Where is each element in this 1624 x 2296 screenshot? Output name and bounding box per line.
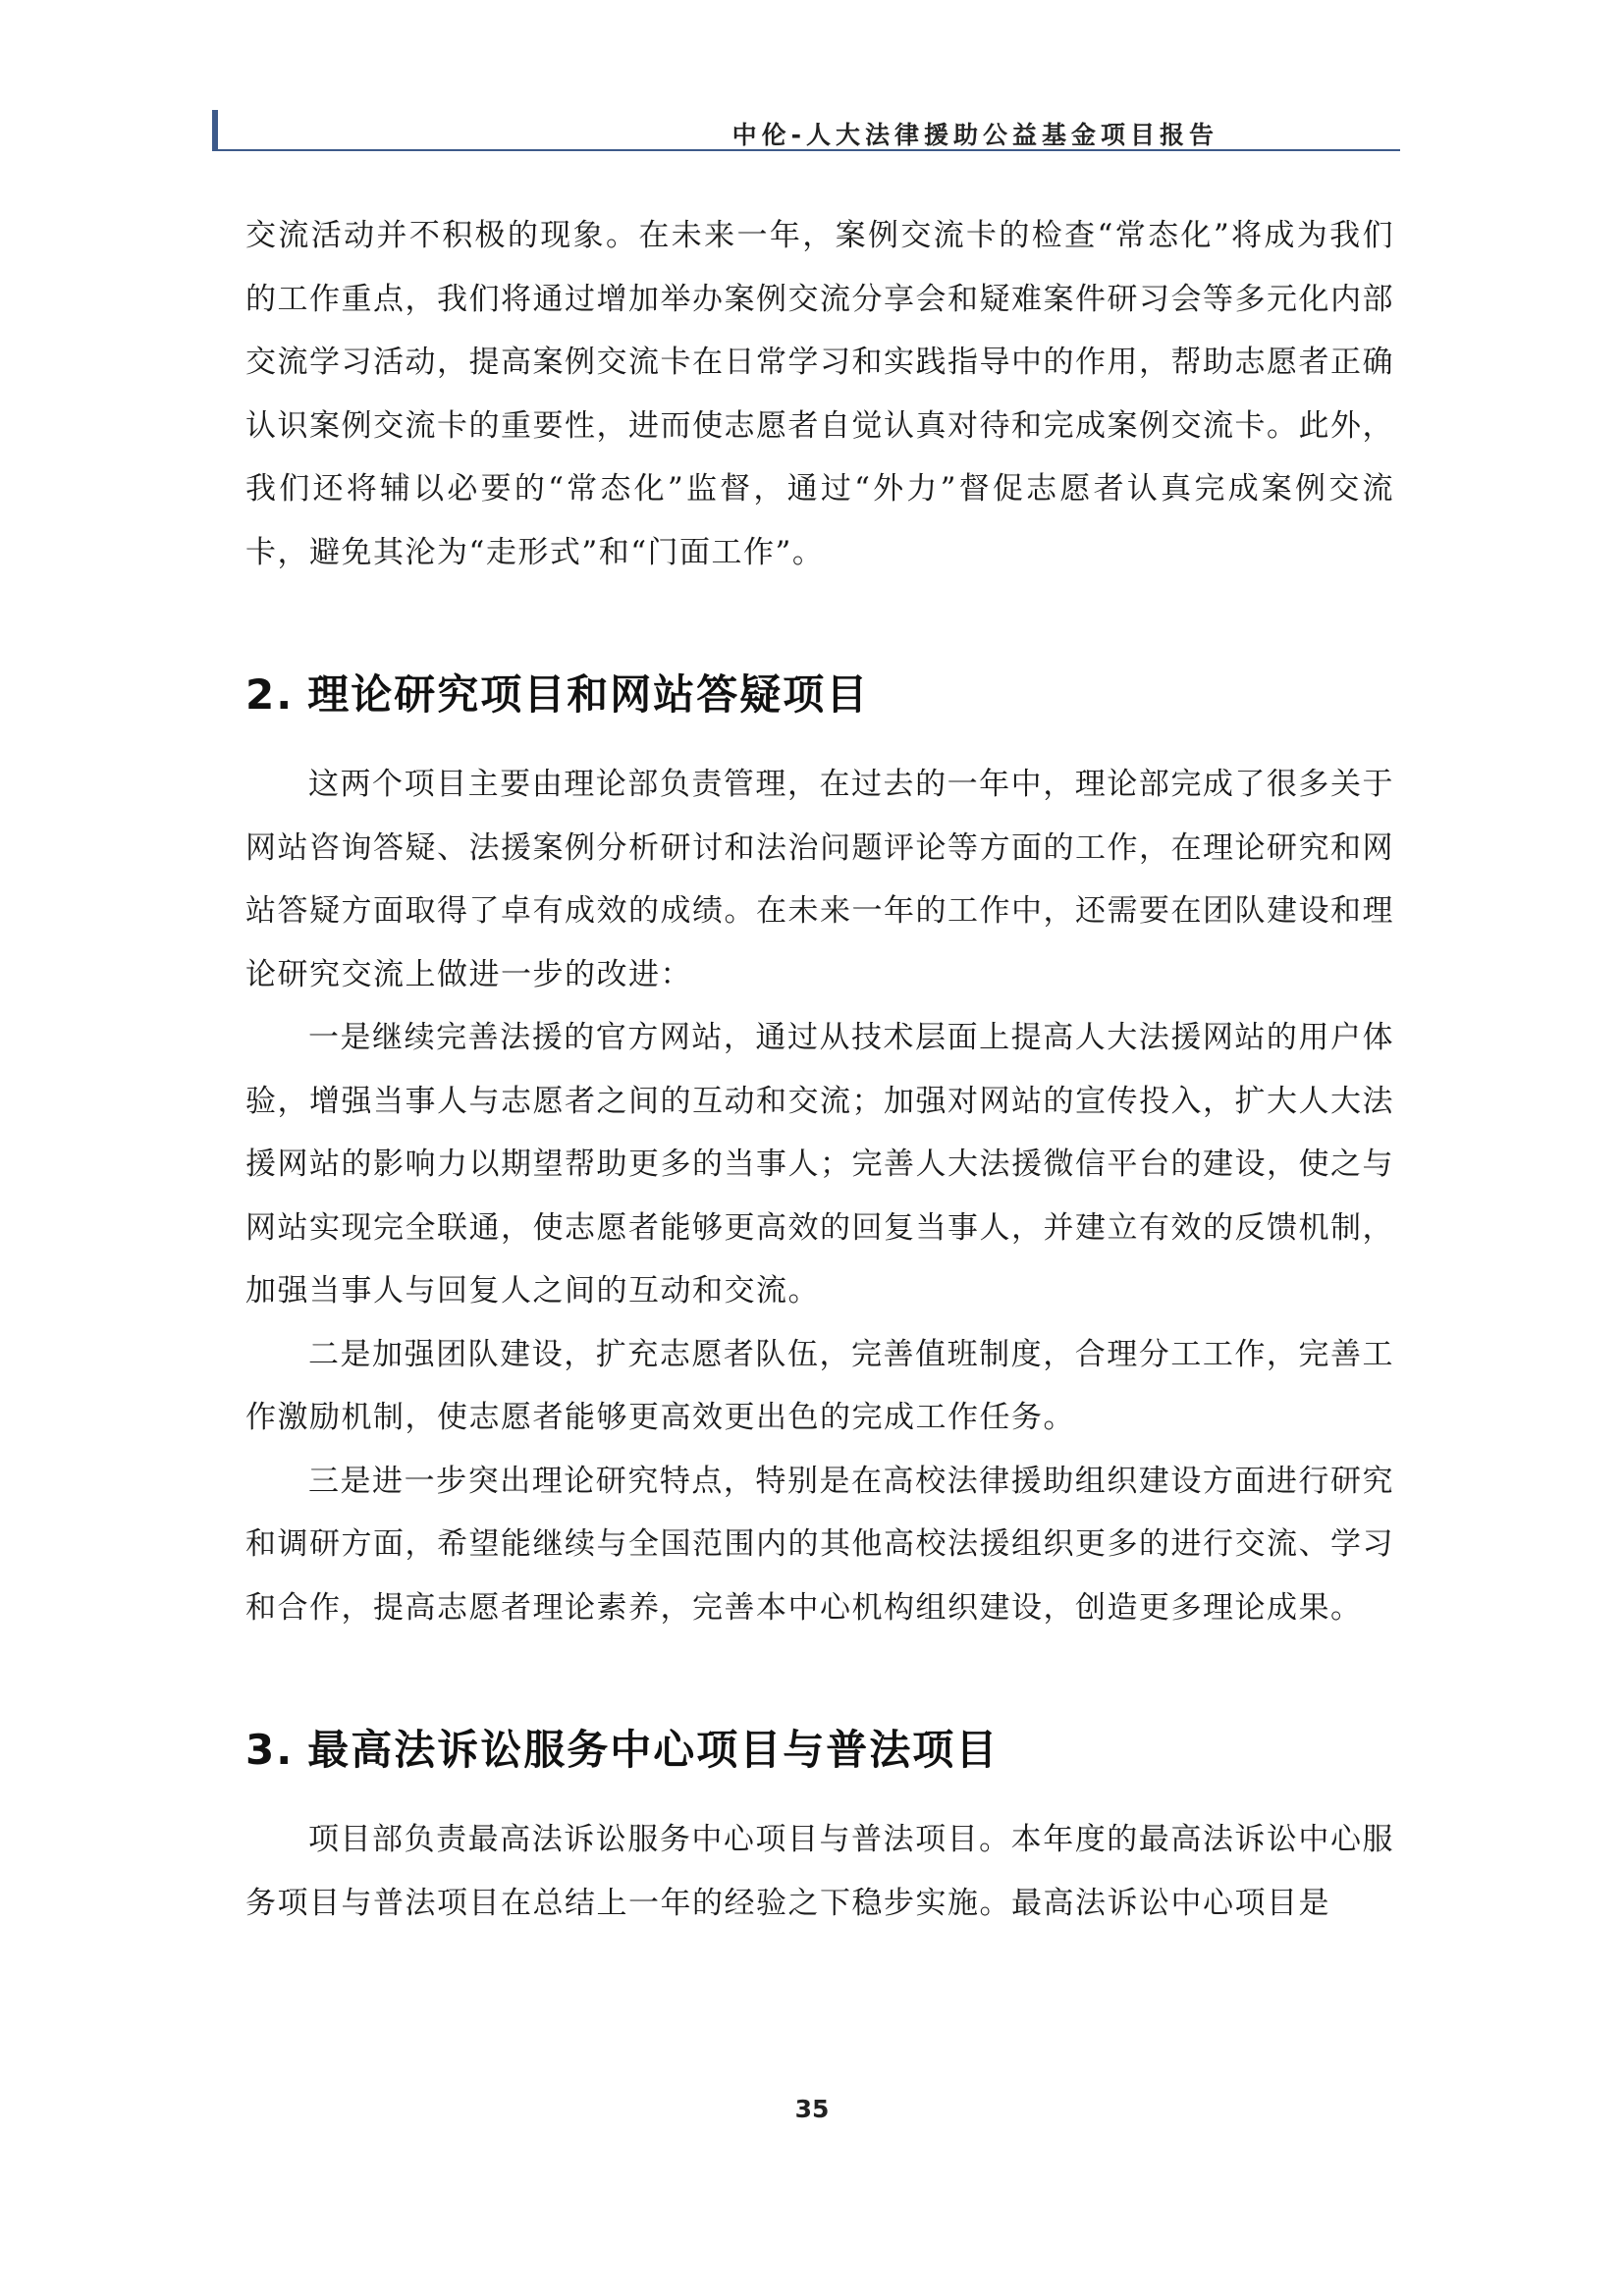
section-3-number: 3. bbox=[245, 1726, 295, 1774]
header-accent-bar bbox=[212, 110, 218, 151]
section-2-paragraph-1: 这两个项目主要由理论部负责管理，在过去的一年中，理论部完成了很多关于网站咨询答疑、法援案例分析研讨和法治问题评论等方面的工作，在理论研究和网站答疑方面取得了卓有成效的成绩。在未来一年的工作中，还需要在团队建设和理论研究交流上做进一步的改进： bbox=[245, 767, 1394, 992]
section-2-paragraph-2: 一是继续完善法援的官方网站，通过从技术层面上提高人大法援网站的用户体验，增强当事人与志愿者之间的互动和交流；加强对网站的宣传投入，扩大人大法援网站的影响力以期望帮助更多的当事人；完善人大法援微信平台的建设，使之与网站实现完全联通，使志愿者能够更高效的回复当事人，并建立有效的反馈机制，加强当事人与回复人之间的互动和交流。 bbox=[245, 1020, 1394, 1308]
section-3-heading bbox=[245, 1718, 1394, 1777]
header-rule bbox=[218, 149, 1400, 151]
section-2-heading bbox=[245, 663, 1394, 721]
section-2-paragraph-4: 三是进一步突出理论研究特点，特别是在高校法律援助组织建设方面进行研究和调研方面，希望能继续与全国范围内的其他高校法援组织更多的进行交流、学习和合作，提高志愿者理论素养，完善本中心机构组织建设，创造更多理论成果。 bbox=[245, 1463, 1394, 1626]
page-number: 35 bbox=[794, 2095, 830, 2123]
body-content bbox=[245, 204, 1394, 1935]
section-3-paragraph-1: 项目部负责最高法诉讼服务中心项目与普法项目。本年度的最高法诉讼中心服务项目与普法项目在总结上一年的经验之下稳步实施。最高法诉讼中心项目是 bbox=[245, 1822, 1394, 1921]
running-header bbox=[212, 108, 1400, 151]
section-3-title: 最高法诉讼服务中心项目与普法项目 bbox=[307, 1726, 1000, 1774]
continued-paragraph: 交流活动并不积极的现象。在未来一年，案例交流卡的检查“常态化”将成为我们的工作重点，我们将通过增加举办案例交流分享会和疑难案件研习会等多元化内部交流学习活动，提高案例交流卡在日常学习和实践指导中的作用，帮助志愿者正确认识案例交流卡的重要性，进而使志愿者自觉认真对待和完成案例交流卡。此外，我们还将辅以必要的“常态化”监督，通过“外力”督促志愿者认真完成案例交流卡，避免其沦为“走形式”和“门面工作”。 bbox=[245, 218, 1394, 570]
section-2-number: 2. bbox=[245, 670, 295, 719]
section-2-paragraph-3: 二是加强团队建设，扩充志愿者队伍，完善值班制度，合理分工工作，完善工作激励机制，使志愿者能够更高效更出色的完成工作任务。 bbox=[245, 1336, 1394, 1435]
header-title: 中伦-人大法律援助公益基金项目报告 bbox=[731, 121, 1218, 149]
section-2-title: 理论研究项目和网站答疑项目 bbox=[307, 670, 870, 719]
